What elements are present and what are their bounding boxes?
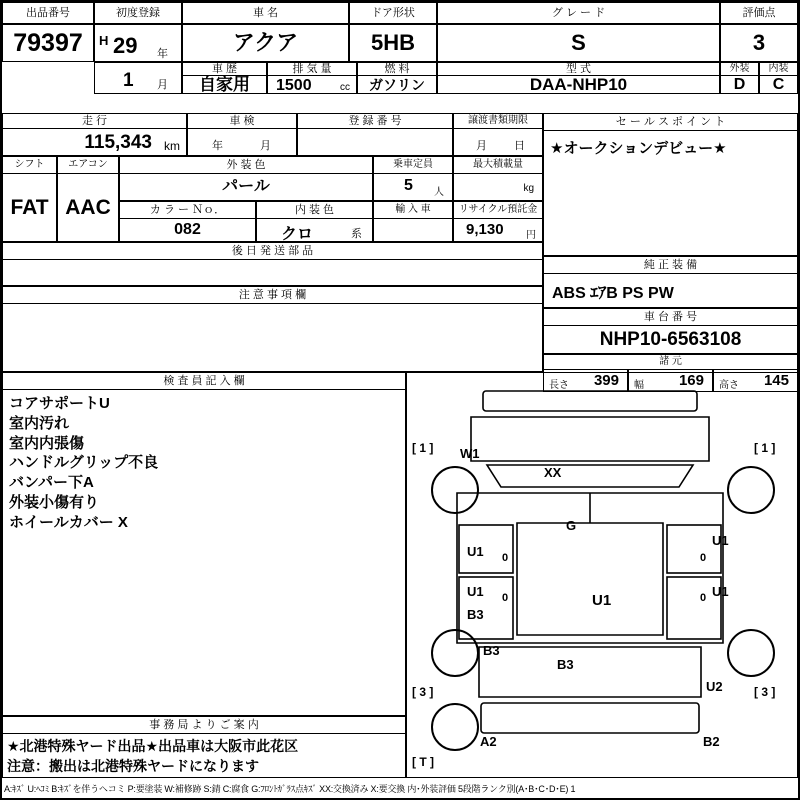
recycle-label: リサイクル預託金: [453, 201, 543, 219]
transfer-value: [453, 129, 543, 156]
sales-point-text: ★オークションデビュー★: [550, 140, 727, 157]
color-no-label: カ ラ ー Ｎｏ．: [119, 201, 256, 219]
history-value: 自家用: [182, 76, 267, 94]
origin-label: 諸 元: [543, 354, 798, 370]
load-value: [453, 174, 543, 201]
transfer-label: 譲渡書類期限: [453, 113, 543, 129]
corner-label: [ 1 ]: [412, 441, 434, 455]
score-value: 3: [720, 24, 798, 62]
ext-color-value: パール: [119, 174, 373, 201]
lot-no-label: 出品番号: [2, 2, 94, 24]
chassis-value: NHP10-6563108: [543, 326, 798, 354]
sales-point-area: [543, 131, 798, 256]
list-item: ハンドルグリップ不良: [9, 454, 159, 472]
ext-grade-label: 外装: [720, 62, 759, 76]
displacement-label: 排 気 量: [267, 62, 357, 76]
door-label: ドア形状: [349, 2, 437, 24]
damage-mark: U1: [467, 584, 484, 599]
first-reg-year-unit: 年: [157, 48, 168, 60]
office-label: 事 務 局 よ り ご 案 内: [2, 716, 406, 734]
damage-mark: 0: [700, 592, 707, 604]
first-reg-month-unit: 月: [157, 79, 168, 91]
list-item: 室内汚れ: [9, 414, 70, 432]
damage-mark: G: [566, 518, 577, 533]
car-damage-diagram: [406, 372, 798, 778]
caution-area: [2, 304, 543, 372]
car-name-label: 車 名: [182, 2, 349, 24]
model-value: DAA-NHP10: [437, 76, 720, 94]
caution-label: 注 意 事 項 欄: [2, 286, 543, 304]
recycle-unit: 円: [526, 230, 536, 241]
first-reg-month: 1: [123, 70, 134, 91]
corner-label: [ T ]: [412, 755, 434, 769]
damage-mark: 0: [502, 592, 509, 604]
wheel-rear-left: [431, 629, 479, 677]
legend-text: A:ｷｽﾞ U:ﾍｺﾐ B:ｷｽﾞを伴うヘコミ P:要塗装 W:補修跡 S:錆 C:腐食 G:ﾌﾛﾝﾄｶﾞﾗｽ点ｷｽﾞ XX:交換済み X:要交換 内･外装評価 5段階ランク別(A･B･C･D･E) 1: [4, 784, 576, 794]
aircon-value: AAC: [57, 174, 119, 242]
import-label: 輸 入 車: [373, 201, 453, 219]
corner-label: [ 3 ]: [754, 685, 776, 699]
office-line-2: 注意：搬出は北港特殊ヤードになります: [7, 758, 259, 775]
list-item: 室内内張傷: [9, 434, 85, 452]
mileage-number: 115,343: [84, 132, 152, 153]
displacement-unit: cc: [340, 82, 350, 93]
list-item: バンパー下A: [9, 474, 94, 492]
list-item: ホイールカバー X: [9, 513, 128, 531]
transfer-month-unit: 月: [476, 140, 487, 152]
office-notice: [2, 734, 406, 778]
first-reg-month-cell: [94, 62, 182, 94]
reg-no-label: 登 録 番 号: [297, 113, 453, 129]
wheel-front-right: [727, 466, 775, 514]
mileage-label: 走 行: [2, 113, 187, 129]
equip-text: ABS ｴｱB PS PW: [552, 285, 674, 302]
seats-value: [373, 174, 453, 201]
wheel-front-left: [431, 466, 479, 514]
recycle-number: 9,130: [466, 221, 504, 238]
damage-mark: XX: [544, 465, 562, 480]
aircon-label: エアコン: [57, 156, 119, 174]
int-color-label: 内 装 色: [256, 201, 373, 219]
int-grade-value: C: [759, 76, 798, 94]
lot-no-value: 79397: [2, 24, 94, 62]
model-label: 型 式: [437, 62, 720, 76]
equip-area: [543, 274, 798, 308]
wheel-spare: [431, 703, 479, 751]
damage-mark: B3: [467, 607, 484, 622]
int-color-value: [256, 219, 373, 242]
damage-mark: U1: [592, 592, 612, 609]
displacement-value: [267, 76, 357, 94]
score-label: 評価点: [720, 2, 798, 24]
corner-label: [ 1 ]: [754, 441, 776, 455]
seats-number: 5: [404, 177, 413, 194]
height-value: 145: [763, 372, 789, 389]
first-reg-label: 初度登録: [94, 2, 182, 24]
fuel-value: ガソリン: [357, 76, 437, 94]
list-item: コアサポートU: [9, 395, 110, 412]
office-line-1: ★北港特殊ヤード出品★出品車は大阪市此花区: [7, 738, 299, 754]
grade-value: S: [437, 24, 720, 62]
damage-mark: B2: [703, 734, 720, 749]
first-reg-year: 29: [113, 33, 138, 58]
width-label: 幅: [634, 380, 644, 391]
width-value: 169: [678, 372, 704, 389]
shaken-month-unit: 月: [260, 140, 271, 152]
fuel-label: 燃 料: [357, 62, 437, 76]
inspector-label: 検 査 員 記 入 欄: [2, 372, 406, 390]
list-item: 外装小傷有り: [9, 493, 100, 511]
seats-unit: 人: [434, 187, 444, 198]
damage-mark: U1: [467, 544, 484, 559]
int-grade-label: 内装: [759, 62, 798, 76]
recycle-value: [453, 219, 543, 242]
first-reg-era: H: [99, 33, 109, 48]
damage-mark: 0: [700, 552, 707, 564]
mileage-value: [2, 129, 187, 156]
shift-value: FAT: [2, 174, 57, 242]
displacement-number: 1500: [276, 77, 312, 94]
shaken-value: [187, 129, 297, 156]
length-value: 399: [593, 372, 619, 389]
equip-label: 純 正 装 備: [543, 256, 798, 274]
damage-mark: U1: [712, 533, 729, 548]
damage-mark: A2: [480, 734, 497, 749]
height-label: 高さ: [719, 380, 739, 391]
corner-label: [ 3 ]: [412, 685, 434, 699]
damage-mark: B3: [483, 643, 500, 658]
load-label: 最大積載量: [453, 156, 543, 174]
first-reg-value: [94, 24, 182, 62]
damage-mark: 0: [502, 552, 509, 564]
later-parts-label: 後 日 発 送 部 品: [2, 242, 543, 260]
ext-color-label: 外 装 色: [119, 156, 373, 174]
inspector-notes: [2, 390, 406, 716]
sales-point-label: セ ー ル ス ポ イ ン ト: [543, 113, 798, 131]
shaken-label: 車 検: [187, 113, 297, 129]
chassis-label: 車 台 番 号: [543, 308, 798, 326]
transfer-day-unit: 日: [514, 140, 525, 152]
color-no-value: 082: [119, 219, 256, 242]
shaken-year-unit: 年: [212, 140, 223, 152]
wheel-rear-right: [727, 629, 775, 677]
int-color-suffix: 系: [351, 228, 362, 240]
load-unit: kg: [523, 183, 534, 194]
door-value: 5HB: [349, 24, 437, 62]
shift-label: シフト: [2, 156, 57, 174]
length-label: 長さ: [549, 380, 569, 391]
grade-label: グ レ ー ド: [437, 2, 720, 24]
later-parts-area: [2, 260, 543, 286]
reg-no-value: [297, 129, 453, 156]
seats-label: 乗車定員: [373, 156, 453, 174]
car-name-value: アクア: [182, 24, 349, 62]
ext-grade-value: D: [720, 76, 759, 94]
damage-mark: U1: [712, 584, 729, 599]
int-color-text: クロ: [281, 226, 314, 243]
history-label: 車 歴: [182, 62, 267, 76]
damage-mark: B3: [557, 657, 574, 672]
damage-mark: U2: [706, 679, 723, 694]
mileage-unit: km: [164, 139, 180, 153]
damage-mark: W1: [460, 446, 480, 461]
import-value: [373, 219, 453, 242]
